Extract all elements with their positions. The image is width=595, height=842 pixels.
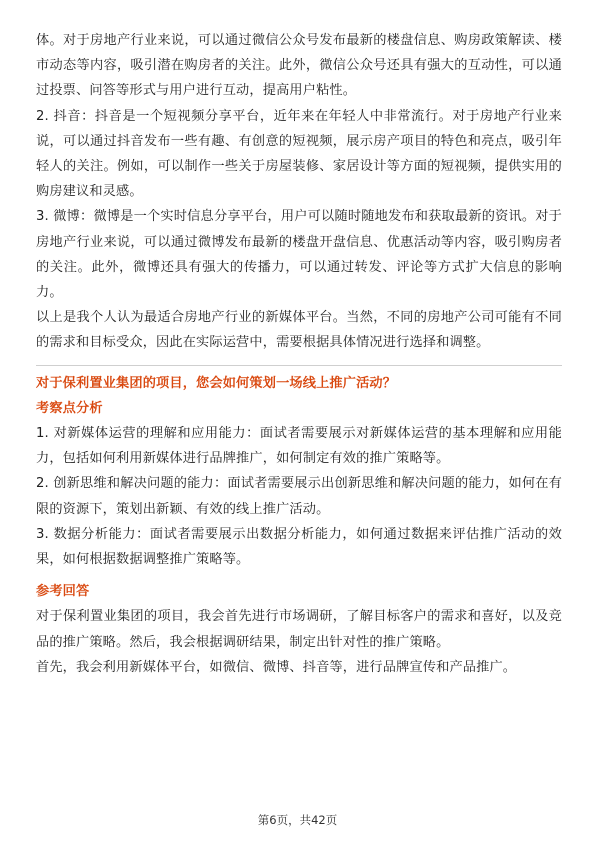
answer-paragraph: 首先，我会利用新媒体平台，如微信、微博、抖音等，进行品牌宣传和产品推广。 xyxy=(36,659,517,675)
analysis-heading: 考察点分析 xyxy=(36,400,103,416)
answer-heading: 参考回答 xyxy=(36,584,90,600)
analysis-item: 3. 数据分析能力：面试者需要展示出数据分析能力，如何通过数据来评估推广活动的效果，如何根据数据调整推广策略等。 xyxy=(36,526,562,568)
analysis-item: 2. 创新思维和解决问题的能力：面试者需要展示出创新思维和解决问题的能力，如何在有限的资源下，策划出新颖、有效的线上推广活动。 xyxy=(36,476,562,517)
paragraph-weibo: 3. 微博：微博是一个实时信息分享平台，用户可以随时随地发布和获取最新的资讯。对于房地产行业来说，可以通过微博发布最新的楼盘开盘信息、优惠活动等内容，吸引购房者的关注。此外，微博还具有强大的传播力，可以通过转发、评论等方式扩大信息的影响力。 xyxy=(36,209,562,301)
question-heading: 对于保利置业集团的项目，您会如何策划一场线上推广活动？ xyxy=(36,375,397,391)
page-number: 第6页，共42页 xyxy=(257,813,338,827)
answer-paragraph: 对于保利置业集团的项目，我会首先进行市场调研，了解目标客户的需求和喜好，以及竞品的推广策略。然后，我会根据调研结果，制定出针对性的推广策略。 xyxy=(36,609,562,650)
paragraph-wechat-continued: 体。对于房地产行业来说，可以通过微信公众号发布最新的楼盘信息、购房政策解读、楼市动态等内容，吸引潜在购房者的关注。此外，微信公众号还具有强大的互动性，可以通过投票、问答等形式与用户进行互动，提高用户粘性。 xyxy=(36,33,562,99)
paragraph-conclusion: 以上是我个人认为最适合房地产行业的新媒体平台。当然，不同的房地产公司可能有不同的需求和目标受众，因此在实际运营中，需要根据具体情况进行选择和调整。 xyxy=(36,310,562,351)
page-content xyxy=(36,28,562,680)
paragraph-douyin: 2. 抖音：抖音是一个短视频分享平台，近年来在年轻人中非常流行。对于房地产行业来说，可以通过抖音发布一些有趣、有创意的短视频，展示房产项目的特色和亮点，吸引年轻人的关注。例如，可以制作一些关于房屋装修、家居设计等方面的短视频，提供实用的购房建议和灵感。 xyxy=(36,108,562,200)
analysis-item: 1. 对新媒体运营的理解和应用能力：面试者需要展示对新媒体运营的基本理解和应用能力，包括如何利用新媒体进行品牌推广，如何制定有效的推广策略等。 xyxy=(36,426,562,467)
section-divider xyxy=(36,365,562,366)
